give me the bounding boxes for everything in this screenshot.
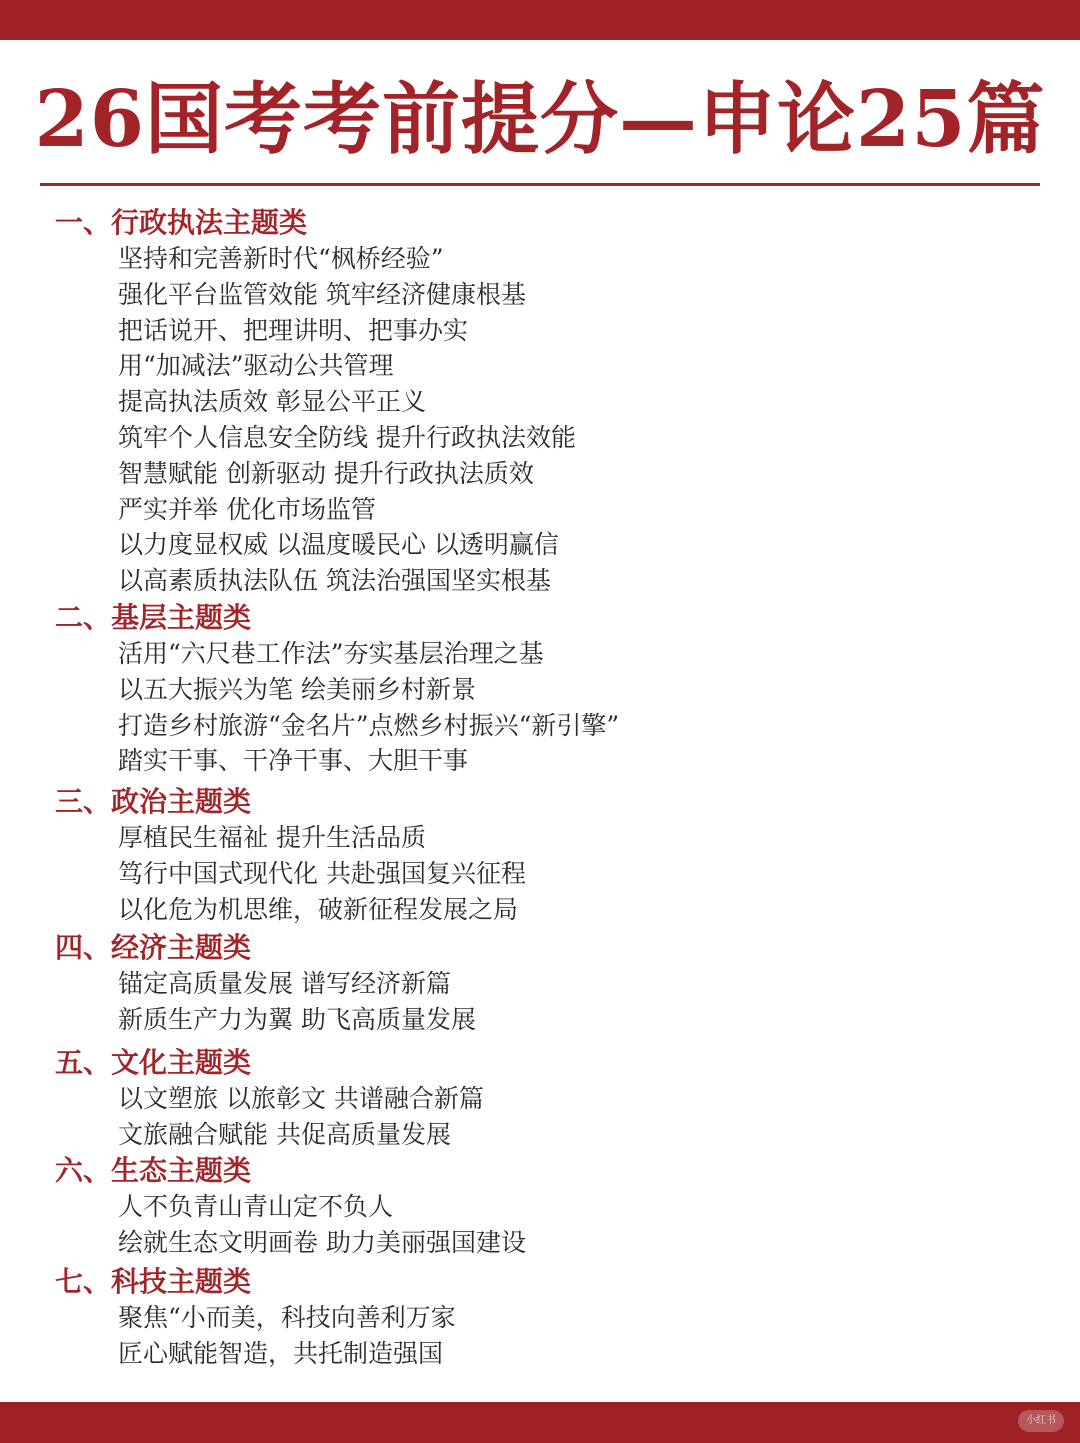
list-item: 人不负青山青山定不负人 [118, 1192, 394, 1221]
list-item: 以化危为机思维，破新征程发展之局 [118, 894, 519, 924]
section-economy [55, 930, 476, 1038]
section-heading: 六、生态主题类 [55, 1154, 252, 1187]
section-heading: 五、文化主题类 [55, 1046, 252, 1079]
list-item: 厚植民生福祉 提升生活品质 [118, 823, 426, 852]
list-item: 提高执法质效 彰显公平正义 [118, 387, 426, 417]
list-item: 新质生产力为翼 助飞高质量发展 [118, 1004, 476, 1034]
page-title: 26国考考前提分—申论25篇 [34, 74, 1046, 165]
section-culture [55, 1045, 484, 1153]
section-heading: 七、科技主题类 [55, 1265, 252, 1298]
section-heading: 四、经济主题类 [55, 931, 252, 964]
section-technology [55, 1264, 456, 1372]
list-item: 笃行中国式现代化 共赴强国复兴征程 [118, 858, 526, 888]
list-item: 活用“六尺巷工作法”夯实基层治理之基 [118, 639, 544, 668]
list-item: 文旅融合赋能 共促高质量发展 [118, 1119, 451, 1149]
list-item: 踏实干事、干净干事、大胆干事 [118, 746, 469, 776]
watermark-logo: 小红书 [1018, 1410, 1064, 1432]
section-items [55, 1081, 484, 1153]
bottom-banner-bar [0, 1402, 1080, 1443]
section-grassroots [55, 600, 619, 779]
section-items [55, 241, 576, 599]
section-ecology [55, 1153, 526, 1261]
list-item: 以文塑旅 以旅彰文 共谱融合新篇 [118, 1084, 484, 1113]
list-item: 坚持和完善新时代“枫桥经验” [118, 244, 444, 273]
section-heading: 二、基层主题类 [55, 601, 252, 634]
list-item: 打造乡村旅游“金名片”点燃乡村振兴“新引擎” [118, 710, 620, 740]
list-item: 以五大振兴为笔 绘美丽乡村新景 [118, 674, 476, 704]
list-item: 严实并举 优化市场监管 [118, 494, 376, 524]
section-items [55, 636, 619, 779]
list-item: 以高素质执法队伍 筑法治强国坚实根基 [118, 566, 551, 596]
section-heading: 三、政治主题类 [55, 785, 252, 818]
list-item: 以力度显权威 以温度暖民心 以透明赢信 [118, 530, 559, 560]
section-items [55, 1189, 526, 1261]
list-item: 把话说开、把理讲明、把事办实 [118, 315, 469, 345]
list-item: 绘就生态文明画卷 助力美丽强国建设 [118, 1227, 526, 1257]
section-items [55, 820, 526, 927]
list-item: 强化平台监管效能 筑牢经济健康根基 [118, 279, 526, 309]
list-item: 聚焦“小而美，科技向善利万家 [118, 1303, 456, 1332]
list-item: 智慧赋能 创新驱动 提升行政执法质效 [118, 458, 534, 488]
list-item: 锚定高质量发展 谱写经济新篇 [118, 969, 451, 998]
section-politics [55, 784, 526, 927]
section-items [55, 966, 476, 1038]
list-item: 筑牢个人信息安全防线 提升行政执法效能 [118, 422, 576, 452]
section-heading: 一、行政执法主题类 [55, 206, 308, 239]
list-item: 匠心赋能智造，共托制造强国 [118, 1338, 444, 1368]
list-item: 用“加减法”驱动公共管理 [118, 351, 394, 381]
section-administrative-law [55, 205, 576, 599]
section-items [55, 1300, 456, 1372]
